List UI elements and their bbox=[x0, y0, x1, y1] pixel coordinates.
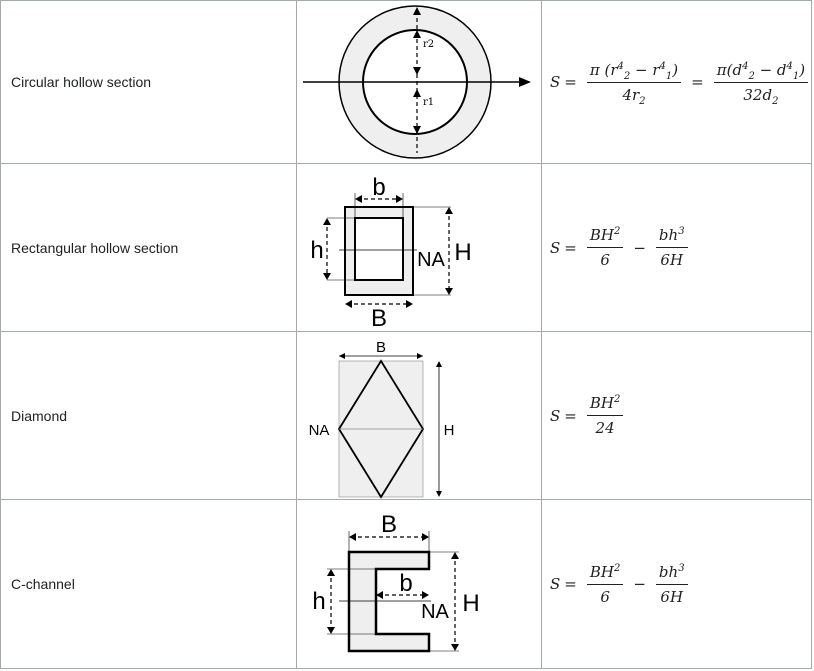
inner-height-label: h bbox=[312, 588, 326, 615]
circular-hollow-section-figure bbox=[299, 3, 539, 161]
table-row bbox=[1, 164, 812, 332]
inner-height-label: h bbox=[310, 236, 324, 264]
outer-height-label: H bbox=[454, 238, 472, 266]
outer-height-label: H bbox=[462, 590, 480, 617]
c-channel-figure bbox=[299, 503, 539, 665]
rectangular-hollow-section-figure bbox=[299, 168, 539, 332]
section-modulus-formula: S = $\frac{BH^2}{6}$ − $\frac{bh^3}{6H}$ bbox=[542, 226, 811, 269]
neutral-axis-label: NA bbox=[421, 601, 449, 623]
figure-cell bbox=[297, 1, 542, 164]
table-row bbox=[1, 1, 812, 164]
height-label: H bbox=[443, 421, 455, 439]
section-name: C-channel bbox=[1, 500, 297, 669]
section-modulus-formula: S = $\frac{BH^2}{24}$ bbox=[542, 394, 811, 437]
formula-cell bbox=[542, 332, 812, 500]
inner-width-label: b bbox=[372, 173, 386, 201]
figure-cell bbox=[297, 500, 542, 669]
section-name: Diamond bbox=[1, 332, 297, 500]
table-row bbox=[1, 332, 812, 500]
diamond-figure bbox=[299, 336, 539, 496]
formula-cell bbox=[542, 164, 812, 332]
inner-width-label: b bbox=[399, 570, 413, 597]
section-modulus-formula: S = $\frac{\pi (r^4_2 - r^4_1)}{4r_2}$ = $\frac{\pi(d^4_2 - d^4_1)}{32d_2}$ bbox=[542, 61, 811, 104]
figure-cell bbox=[297, 164, 542, 332]
section-name: Circular hollow section bbox=[1, 1, 297, 164]
figure-cell bbox=[297, 332, 542, 500]
outer-width-label: B bbox=[380, 511, 398, 538]
width-label: B bbox=[375, 338, 387, 356]
outer-radius-label: r2 bbox=[423, 39, 435, 50]
inner-radius-label: r1 bbox=[423, 97, 435, 108]
neutral-axis-label: NA bbox=[308, 421, 330, 439]
outer-width-label: B bbox=[370, 304, 388, 332]
formula-cell bbox=[542, 500, 812, 669]
section-name: Rectangular hollow section bbox=[1, 164, 297, 332]
neutral-axis-label: NA bbox=[417, 248, 445, 271]
formula-cell bbox=[542, 1, 812, 164]
table-row bbox=[1, 500, 812, 669]
section-modulus-formula: S = $\frac{BH^2}{6}$ − $\frac{bh^3}{6H}$ bbox=[542, 563, 811, 606]
